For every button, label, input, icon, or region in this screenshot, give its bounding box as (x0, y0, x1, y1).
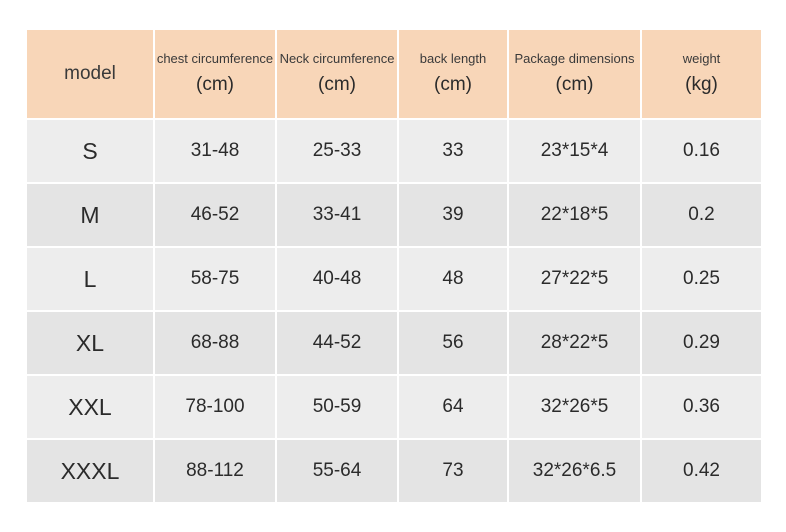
cell-back-length: 39 (398, 183, 508, 247)
table-row (26, 375, 762, 439)
column-header-package-dimensions-unit: (cm) (555, 74, 594, 96)
column-header-model (26, 29, 154, 119)
table-row (26, 183, 762, 247)
column-header-package-dimensions (508, 29, 641, 119)
cell-chest: 68-88 (154, 311, 276, 375)
column-header-weight-label: weight (682, 51, 721, 67)
cell-back-length: 48 (398, 247, 508, 311)
column-header-neck (276, 29, 398, 119)
cell-chest: 46-52 (154, 183, 276, 247)
column-header-package-dimensions-label: Package dimensions (514, 51, 635, 67)
cell-model: XXL (26, 375, 154, 439)
table-row (26, 311, 762, 375)
cell-chest: 88-112 (154, 439, 276, 503)
column-header-chest-label: chest circumference (156, 51, 274, 67)
cell-model: M (26, 183, 154, 247)
column-header-model-label: model (64, 63, 116, 85)
column-header-back-length-label: back length (419, 51, 487, 67)
cell-back-length: 33 (398, 119, 508, 183)
table-row (26, 119, 762, 183)
cell-weight: 0.25 (641, 247, 762, 311)
cell-model: XXXL (26, 439, 154, 503)
size-chart-table (25, 28, 763, 504)
cell-chest: 78-100 (154, 375, 276, 439)
cell-model: XL (26, 311, 154, 375)
cell-back-length: 64 (398, 375, 508, 439)
cell-weight: 0.29 (641, 311, 762, 375)
cell-package-dimensions: 22*18*5 (508, 183, 641, 247)
cell-neck: 40-48 (276, 247, 398, 311)
table-row (26, 247, 762, 311)
cell-package-dimensions: 28*22*5 (508, 311, 641, 375)
cell-neck: 33-41 (276, 183, 398, 247)
cell-model: S (26, 119, 154, 183)
column-header-chest (154, 29, 276, 119)
cell-package-dimensions: 32*26*5 (508, 375, 641, 439)
cell-chest: 58-75 (154, 247, 276, 311)
cell-weight: 0.42 (641, 439, 762, 503)
column-header-weight (641, 29, 762, 119)
cell-neck: 25-33 (276, 119, 398, 183)
cell-package-dimensions: 27*22*5 (508, 247, 641, 311)
cell-package-dimensions: 23*15*4 (508, 119, 641, 183)
cell-neck: 50-59 (276, 375, 398, 439)
cell-weight: 0.36 (641, 375, 762, 439)
cell-weight: 0.16 (641, 119, 762, 183)
column-header-back-length-unit: (cm) (434, 74, 472, 96)
column-header-chest-unit: (cm) (196, 74, 234, 96)
table-body (26, 119, 762, 503)
cell-neck: 44-52 (276, 311, 398, 375)
cell-weight: 0.2 (641, 183, 762, 247)
cell-package-dimensions: 32*26*6.5 (508, 439, 641, 503)
table-row (26, 439, 762, 503)
cell-back-length: 56 (398, 311, 508, 375)
cell-neck: 55-64 (276, 439, 398, 503)
table-header (26, 29, 762, 119)
column-header-neck-unit: (cm) (318, 74, 356, 96)
column-header-back-length (398, 29, 508, 119)
column-header-neck-label: Neck circumference (279, 51, 395, 67)
cell-model: L (26, 247, 154, 311)
cell-back-length: 73 (398, 439, 508, 503)
table-header-row (26, 29, 762, 119)
column-header-weight-unit: (kg) (685, 74, 718, 96)
cell-chest: 31-48 (154, 119, 276, 183)
